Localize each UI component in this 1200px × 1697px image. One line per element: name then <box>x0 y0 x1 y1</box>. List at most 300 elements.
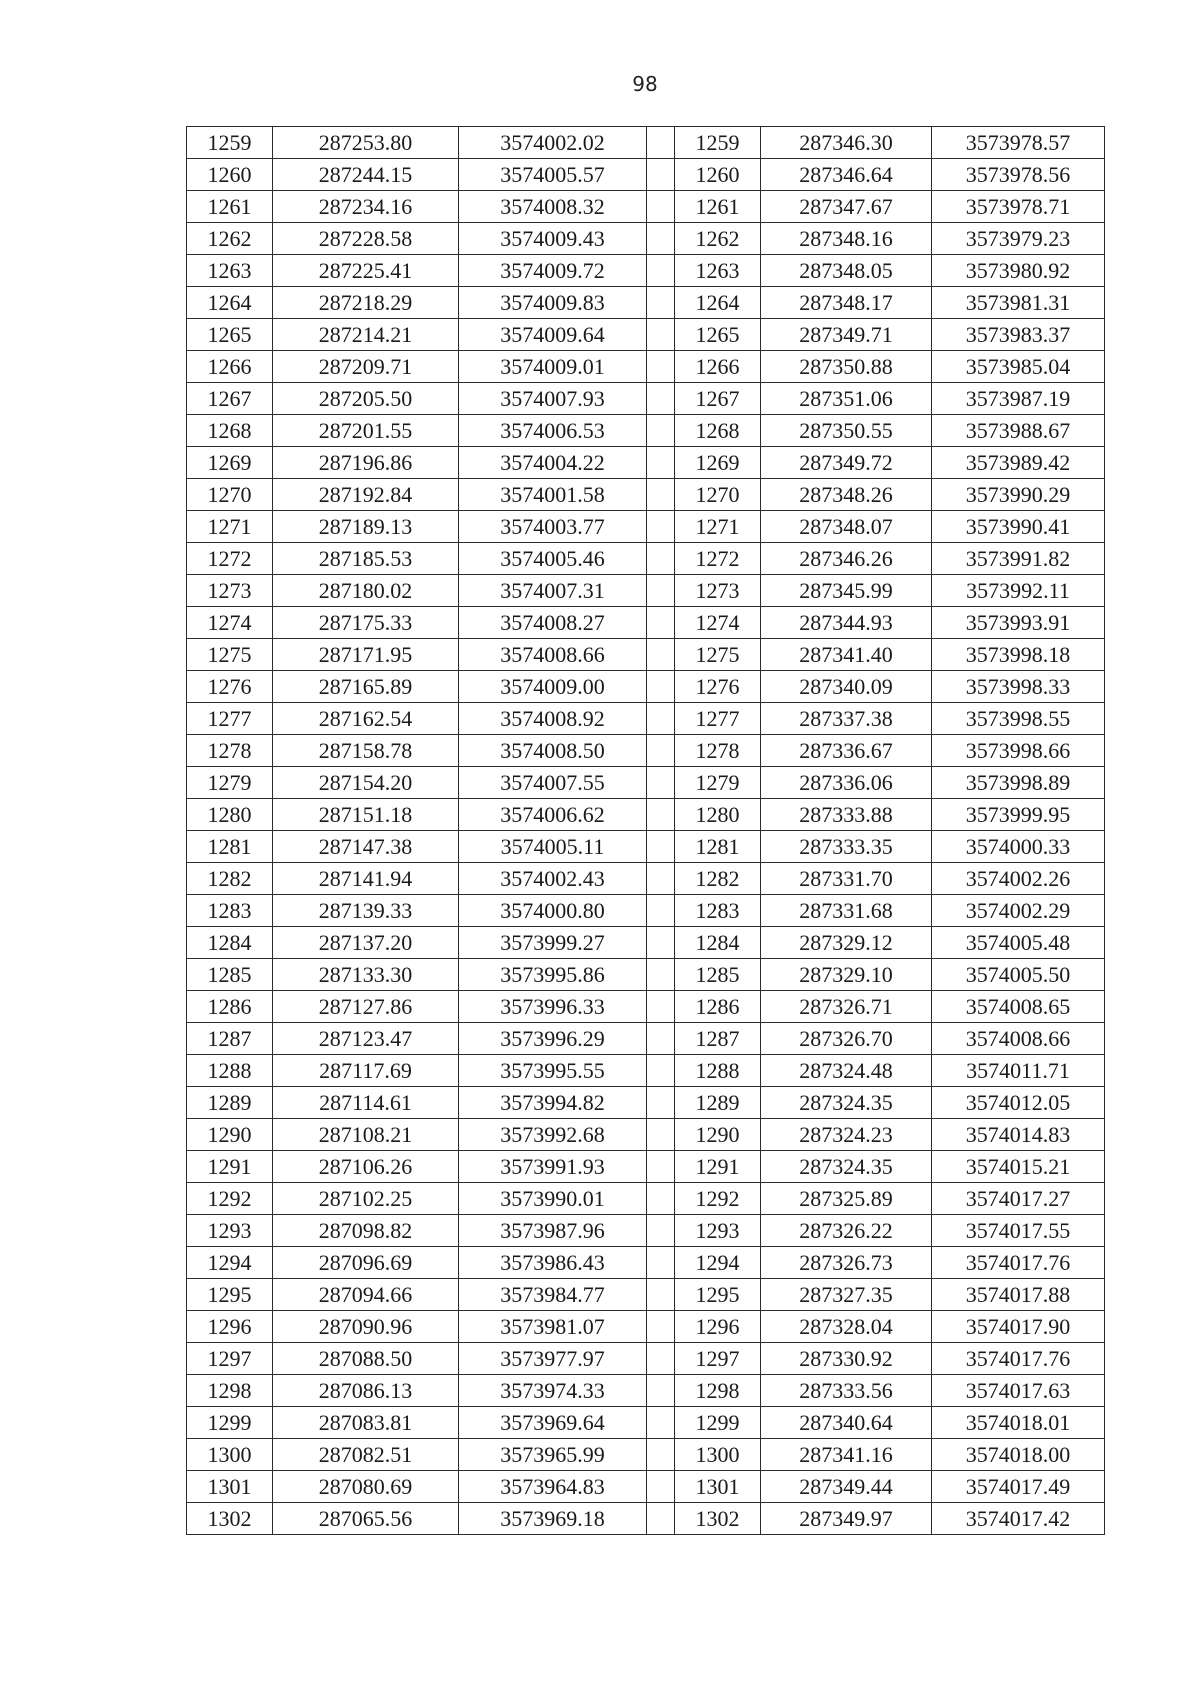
point-id-left: 1296 <box>187 1311 273 1343</box>
point-id-left: 1266 <box>187 351 273 383</box>
point-id-left: 1277 <box>187 703 273 735</box>
separator-cell <box>647 383 675 415</box>
x-coord-left: 287205.50 <box>273 383 459 415</box>
y-coord-right: 3573988.67 <box>932 415 1105 447</box>
y-coord-left: 3574001.58 <box>459 479 647 511</box>
point-id-right: 1284 <box>675 927 761 959</box>
separator-cell <box>647 575 675 607</box>
x-coord-right: 287348.05 <box>761 255 932 287</box>
x-coord-right: 287333.56 <box>761 1375 932 1407</box>
point-id-right: 1286 <box>675 991 761 1023</box>
point-id-right: 1264 <box>675 287 761 319</box>
x-coord-right: 287348.17 <box>761 287 932 319</box>
y-coord-left: 3574009.00 <box>459 671 647 703</box>
table-row <box>187 1151 1105 1183</box>
x-coord-right: 287326.73 <box>761 1247 932 1279</box>
point-id-left: 1272 <box>187 543 273 575</box>
point-id-right: 1294 <box>675 1247 761 1279</box>
coordinates-table-body <box>187 127 1105 1535</box>
x-coord-left: 287192.84 <box>273 479 459 511</box>
table-row <box>187 255 1105 287</box>
y-coord-left: 3574009.83 <box>459 287 647 319</box>
point-id-left: 1269 <box>187 447 273 479</box>
table-row <box>187 799 1105 831</box>
point-id-left: 1284 <box>187 927 273 959</box>
separator-cell <box>647 1343 675 1375</box>
x-coord-left: 287080.69 <box>273 1471 459 1503</box>
x-coord-right: 287344.93 <box>761 607 932 639</box>
x-coord-left: 287171.95 <box>273 639 459 671</box>
point-id-left: 1271 <box>187 511 273 543</box>
point-id-left: 1295 <box>187 1279 273 1311</box>
point-id-right: 1270 <box>675 479 761 511</box>
point-id-right: 1287 <box>675 1023 761 1055</box>
x-coord-right: 287347.67 <box>761 191 932 223</box>
x-coord-right: 287346.26 <box>761 543 932 575</box>
separator-cell <box>647 127 675 159</box>
table-row <box>187 351 1105 383</box>
point-id-right: 1297 <box>675 1343 761 1375</box>
y-coord-left: 3574007.93 <box>459 383 647 415</box>
y-coord-right: 3574017.49 <box>932 1471 1105 1503</box>
y-coord-left: 3574002.02 <box>459 127 647 159</box>
x-coord-left: 287253.80 <box>273 127 459 159</box>
point-id-left: 1300 <box>187 1439 273 1471</box>
point-id-right: 1283 <box>675 895 761 927</box>
point-id-right: 1298 <box>675 1375 761 1407</box>
point-id-right: 1262 <box>675 223 761 255</box>
x-coord-right: 287324.35 <box>761 1151 932 1183</box>
separator-cell <box>647 415 675 447</box>
x-coord-right: 287333.88 <box>761 799 932 831</box>
y-coord-left: 3573969.64 <box>459 1407 647 1439</box>
x-coord-left: 287082.51 <box>273 1439 459 1471</box>
point-id-left: 1267 <box>187 383 273 415</box>
y-coord-right: 3573993.91 <box>932 607 1105 639</box>
y-coord-left: 3573987.96 <box>459 1215 647 1247</box>
point-id-left: 1291 <box>187 1151 273 1183</box>
point-id-right: 1261 <box>675 191 761 223</box>
x-coord-left: 287165.89 <box>273 671 459 703</box>
y-coord-left: 3574009.72 <box>459 255 647 287</box>
separator-cell <box>647 255 675 287</box>
point-id-left: 1259 <box>187 127 273 159</box>
x-coord-right: 287348.16 <box>761 223 932 255</box>
y-coord-right: 3574017.55 <box>932 1215 1105 1247</box>
x-coord-right: 287348.26 <box>761 479 932 511</box>
separator-cell <box>647 1023 675 1055</box>
y-coord-right: 3574015.21 <box>932 1151 1105 1183</box>
point-id-left: 1280 <box>187 799 273 831</box>
y-coord-right: 3574000.33 <box>932 831 1105 863</box>
y-coord-left: 3573996.29 <box>459 1023 647 1055</box>
x-coord-left: 287147.38 <box>273 831 459 863</box>
table-row <box>187 1087 1105 1119</box>
point-id-right: 1302 <box>675 1503 761 1535</box>
point-id-right: 1260 <box>675 159 761 191</box>
point-id-left: 1270 <box>187 479 273 511</box>
separator-cell <box>647 991 675 1023</box>
y-coord-right: 3573998.89 <box>932 767 1105 799</box>
y-coord-left: 3574009.01 <box>459 351 647 383</box>
x-coord-right: 287324.48 <box>761 1055 932 1087</box>
separator-cell <box>647 319 675 351</box>
point-id-right: 1269 <box>675 447 761 479</box>
point-id-left: 1279 <box>187 767 273 799</box>
separator-cell <box>647 1215 675 1247</box>
x-coord-left: 287137.20 <box>273 927 459 959</box>
y-coord-right: 3574017.27 <box>932 1183 1105 1215</box>
y-coord-right: 3573987.19 <box>932 383 1105 415</box>
table-row <box>187 671 1105 703</box>
coordinates-table <box>186 126 1105 1535</box>
y-coord-left: 3573999.27 <box>459 927 647 959</box>
separator-cell <box>647 1087 675 1119</box>
point-id-right: 1275 <box>675 639 761 671</box>
table-row <box>187 479 1105 511</box>
point-id-right: 1277 <box>675 703 761 735</box>
y-coord-right: 3573981.31 <box>932 287 1105 319</box>
table-row <box>187 1343 1105 1375</box>
separator-cell <box>647 287 675 319</box>
table-row <box>187 1503 1105 1535</box>
y-coord-right: 3573998.33 <box>932 671 1105 703</box>
separator-cell <box>647 607 675 639</box>
table-row <box>187 383 1105 415</box>
y-coord-right: 3574017.88 <box>932 1279 1105 1311</box>
table-row <box>187 223 1105 255</box>
table-row <box>187 319 1105 351</box>
table-row <box>187 1055 1105 1087</box>
x-coord-right: 287326.71 <box>761 991 932 1023</box>
separator-cell <box>647 447 675 479</box>
y-coord-right: 3574017.42 <box>932 1503 1105 1535</box>
separator-cell <box>647 543 675 575</box>
y-coord-left: 3574007.31 <box>459 575 647 607</box>
point-id-left: 1273 <box>187 575 273 607</box>
y-coord-right: 3574005.48 <box>932 927 1105 959</box>
x-coord-left: 287151.18 <box>273 799 459 831</box>
x-coord-left: 287065.56 <box>273 1503 459 1535</box>
x-coord-left: 287133.30 <box>273 959 459 991</box>
table-row <box>187 1279 1105 1311</box>
table-row <box>187 1119 1105 1151</box>
x-coord-right: 287351.06 <box>761 383 932 415</box>
separator-cell <box>647 1407 675 1439</box>
point-id-left: 1289 <box>187 1087 273 1119</box>
point-id-left: 1260 <box>187 159 273 191</box>
y-coord-left: 3573964.83 <box>459 1471 647 1503</box>
y-coord-right: 3574011.71 <box>932 1055 1105 1087</box>
x-coord-right: 287336.67 <box>761 735 932 767</box>
y-coord-left: 3574006.62 <box>459 799 647 831</box>
table-row <box>187 927 1105 959</box>
separator-cell <box>647 767 675 799</box>
x-coord-left: 287117.69 <box>273 1055 459 1087</box>
table-row <box>187 1471 1105 1503</box>
separator-cell <box>647 863 675 895</box>
point-id-left: 1264 <box>187 287 273 319</box>
x-coord-right: 287340.09 <box>761 671 932 703</box>
y-coord-right: 3574008.66 <box>932 1023 1105 1055</box>
table-row <box>187 191 1105 223</box>
separator-cell <box>647 511 675 543</box>
x-coord-left: 287098.82 <box>273 1215 459 1247</box>
separator-cell <box>647 703 675 735</box>
point-id-left: 1263 <box>187 255 273 287</box>
point-id-right: 1288 <box>675 1055 761 1087</box>
y-coord-right: 3573990.41 <box>932 511 1105 543</box>
x-coord-right: 287341.16 <box>761 1439 932 1471</box>
x-coord-left: 287083.81 <box>273 1407 459 1439</box>
x-coord-right: 287341.40 <box>761 639 932 671</box>
x-coord-right: 287325.89 <box>761 1183 932 1215</box>
table-row <box>187 415 1105 447</box>
x-coord-right: 287340.64 <box>761 1407 932 1439</box>
x-coord-left: 287158.78 <box>273 735 459 767</box>
separator-cell <box>647 191 675 223</box>
table-row <box>187 959 1105 991</box>
y-coord-right: 3573978.71 <box>932 191 1105 223</box>
y-coord-left: 3574003.77 <box>459 511 647 543</box>
separator-cell <box>647 159 675 191</box>
x-coord-left: 287228.58 <box>273 223 459 255</box>
x-coord-right: 287326.22 <box>761 1215 932 1247</box>
y-coord-right: 3573998.55 <box>932 703 1105 735</box>
y-coord-left: 3574008.92 <box>459 703 647 735</box>
x-coord-left: 287196.86 <box>273 447 459 479</box>
table-row <box>187 767 1105 799</box>
point-id-left: 1282 <box>187 863 273 895</box>
table-row <box>187 863 1105 895</box>
x-coord-right: 287345.99 <box>761 575 932 607</box>
x-coord-right: 287326.70 <box>761 1023 932 1055</box>
x-coord-right: 287324.35 <box>761 1087 932 1119</box>
y-coord-right: 3573989.42 <box>932 447 1105 479</box>
y-coord-right: 3573978.56 <box>932 159 1105 191</box>
x-coord-right: 287328.04 <box>761 1311 932 1343</box>
separator-cell <box>647 959 675 991</box>
x-coord-right: 287349.71 <box>761 319 932 351</box>
y-coord-left: 3574002.43 <box>459 863 647 895</box>
separator-cell <box>647 223 675 255</box>
point-id-right: 1266 <box>675 351 761 383</box>
y-coord-left: 3573986.43 <box>459 1247 647 1279</box>
x-coord-left: 287180.02 <box>273 575 459 607</box>
y-coord-right: 3573991.82 <box>932 543 1105 575</box>
y-coord-left: 3573995.55 <box>459 1055 647 1087</box>
point-id-right: 1299 <box>675 1407 761 1439</box>
x-coord-right: 287349.97 <box>761 1503 932 1535</box>
separator-cell <box>647 1471 675 1503</box>
x-coord-left: 287189.13 <box>273 511 459 543</box>
x-coord-left: 287175.33 <box>273 607 459 639</box>
x-coord-left: 287090.96 <box>273 1311 459 1343</box>
y-coord-right: 3573983.37 <box>932 319 1105 351</box>
x-coord-left: 287162.54 <box>273 703 459 735</box>
point-id-left: 1274 <box>187 607 273 639</box>
separator-cell <box>647 1311 675 1343</box>
point-id-left: 1286 <box>187 991 273 1023</box>
point-id-left: 1262 <box>187 223 273 255</box>
y-coord-left: 3574000.80 <box>459 895 647 927</box>
y-coord-left: 3574005.57 <box>459 159 647 191</box>
point-id-right: 1300 <box>675 1439 761 1471</box>
point-id-left: 1281 <box>187 831 273 863</box>
x-coord-right: 287331.70 <box>761 863 932 895</box>
table-row <box>187 1023 1105 1055</box>
x-coord-left: 287201.55 <box>273 415 459 447</box>
point-id-right: 1281 <box>675 831 761 863</box>
point-id-right: 1273 <box>675 575 761 607</box>
point-id-right: 1263 <box>675 255 761 287</box>
x-coord-left: 287094.66 <box>273 1279 459 1311</box>
y-coord-right: 3574002.29 <box>932 895 1105 927</box>
x-coord-right: 287349.44 <box>761 1471 932 1503</box>
x-coord-left: 287139.33 <box>273 895 459 927</box>
table-row <box>187 831 1105 863</box>
point-id-right: 1290 <box>675 1119 761 1151</box>
table-row <box>187 1375 1105 1407</box>
x-coord-right: 287348.07 <box>761 511 932 543</box>
point-id-right: 1279 <box>675 767 761 799</box>
point-id-right: 1280 <box>675 799 761 831</box>
y-coord-right: 3573980.92 <box>932 255 1105 287</box>
x-coord-right: 287331.68 <box>761 895 932 927</box>
point-id-right: 1289 <box>675 1087 761 1119</box>
point-id-left: 1292 <box>187 1183 273 1215</box>
table-row <box>187 607 1105 639</box>
x-coord-left: 287106.26 <box>273 1151 459 1183</box>
y-coord-left: 3574008.27 <box>459 607 647 639</box>
x-coord-right: 287346.30 <box>761 127 932 159</box>
x-coord-left: 287218.29 <box>273 287 459 319</box>
table-row <box>187 895 1105 927</box>
x-coord-left: 287234.16 <box>273 191 459 223</box>
table-row <box>187 703 1105 735</box>
separator-cell <box>647 1439 675 1471</box>
y-coord-left: 3574008.66 <box>459 639 647 671</box>
y-coord-right: 3573998.18 <box>932 639 1105 671</box>
x-coord-right: 287350.88 <box>761 351 932 383</box>
y-coord-right: 3573979.23 <box>932 223 1105 255</box>
point-id-left: 1299 <box>187 1407 273 1439</box>
table-row <box>187 127 1105 159</box>
separator-cell <box>647 735 675 767</box>
point-id-left: 1287 <box>187 1023 273 1055</box>
point-id-left: 1261 <box>187 191 273 223</box>
x-coord-right: 287329.12 <box>761 927 932 959</box>
separator-cell <box>647 927 675 959</box>
x-coord-right: 287324.23 <box>761 1119 932 1151</box>
y-coord-left: 3574006.53 <box>459 415 647 447</box>
y-coord-right: 3574017.63 <box>932 1375 1105 1407</box>
x-coord-left: 287086.13 <box>273 1375 459 1407</box>
x-coord-left: 287185.53 <box>273 543 459 575</box>
x-coord-right: 287336.06 <box>761 767 932 799</box>
y-coord-right: 3574018.01 <box>932 1407 1105 1439</box>
table-row <box>187 1407 1105 1439</box>
y-coord-right: 3574002.26 <box>932 863 1105 895</box>
point-id-right: 1274 <box>675 607 761 639</box>
x-coord-left: 287088.50 <box>273 1343 459 1375</box>
y-coord-right: 3573985.04 <box>932 351 1105 383</box>
table-row <box>187 1311 1105 1343</box>
point-id-left: 1268 <box>187 415 273 447</box>
separator-cell <box>647 639 675 671</box>
y-coord-left: 3574008.50 <box>459 735 647 767</box>
table-row <box>187 735 1105 767</box>
point-id-right: 1276 <box>675 671 761 703</box>
separator-cell <box>647 1151 675 1183</box>
x-coord-left: 287096.69 <box>273 1247 459 1279</box>
point-id-right: 1285 <box>675 959 761 991</box>
separator-cell <box>647 1183 675 1215</box>
y-coord-left: 3573974.33 <box>459 1375 647 1407</box>
point-id-right: 1267 <box>675 383 761 415</box>
separator-cell <box>647 1503 675 1535</box>
x-coord-right: 287330.92 <box>761 1343 932 1375</box>
x-coord-left: 287244.15 <box>273 159 459 191</box>
x-coord-right: 287333.35 <box>761 831 932 863</box>
y-coord-left: 3573991.93 <box>459 1151 647 1183</box>
y-coord-right: 3574014.83 <box>932 1119 1105 1151</box>
point-id-right: 1272 <box>675 543 761 575</box>
point-id-left: 1285 <box>187 959 273 991</box>
separator-cell <box>647 799 675 831</box>
y-coord-left: 3574004.22 <box>459 447 647 479</box>
x-coord-right: 287350.55 <box>761 415 932 447</box>
separator-cell <box>647 1279 675 1311</box>
table-row <box>187 287 1105 319</box>
y-coord-left: 3573977.97 <box>459 1343 647 1375</box>
point-id-left: 1293 <box>187 1215 273 1247</box>
x-coord-right: 287337.38 <box>761 703 932 735</box>
point-id-right: 1259 <box>675 127 761 159</box>
x-coord-right: 287346.64 <box>761 159 932 191</box>
table-row <box>187 1439 1105 1471</box>
y-coord-right: 3573992.11 <box>932 575 1105 607</box>
y-coord-left: 3574009.43 <box>459 223 647 255</box>
y-coord-left: 3573996.33 <box>459 991 647 1023</box>
y-coord-left: 3574009.64 <box>459 319 647 351</box>
y-coord-right: 3574017.76 <box>932 1343 1105 1375</box>
table-row <box>187 543 1105 575</box>
table-row <box>187 1183 1105 1215</box>
y-coord-left: 3573969.18 <box>459 1503 647 1535</box>
y-coord-left: 3573965.99 <box>459 1439 647 1471</box>
table-row <box>187 447 1105 479</box>
separator-cell <box>647 1055 675 1087</box>
point-id-left: 1302 <box>187 1503 273 1535</box>
x-coord-left: 287225.41 <box>273 255 459 287</box>
point-id-right: 1296 <box>675 1311 761 1343</box>
separator-cell <box>647 1119 675 1151</box>
y-coord-right: 3573990.29 <box>932 479 1105 511</box>
table-row <box>187 1247 1105 1279</box>
y-coord-right: 3574008.65 <box>932 991 1105 1023</box>
x-coord-left: 287141.94 <box>273 863 459 895</box>
point-id-left: 1278 <box>187 735 273 767</box>
y-coord-left: 3573984.77 <box>459 1279 647 1311</box>
x-coord-left: 287214.21 <box>273 319 459 351</box>
separator-cell <box>647 351 675 383</box>
y-coord-left: 3573981.07 <box>459 1311 647 1343</box>
x-coord-left: 287123.47 <box>273 1023 459 1055</box>
point-id-right: 1292 <box>675 1183 761 1215</box>
x-coord-left: 287108.21 <box>273 1119 459 1151</box>
y-coord-left: 3574005.46 <box>459 543 647 575</box>
